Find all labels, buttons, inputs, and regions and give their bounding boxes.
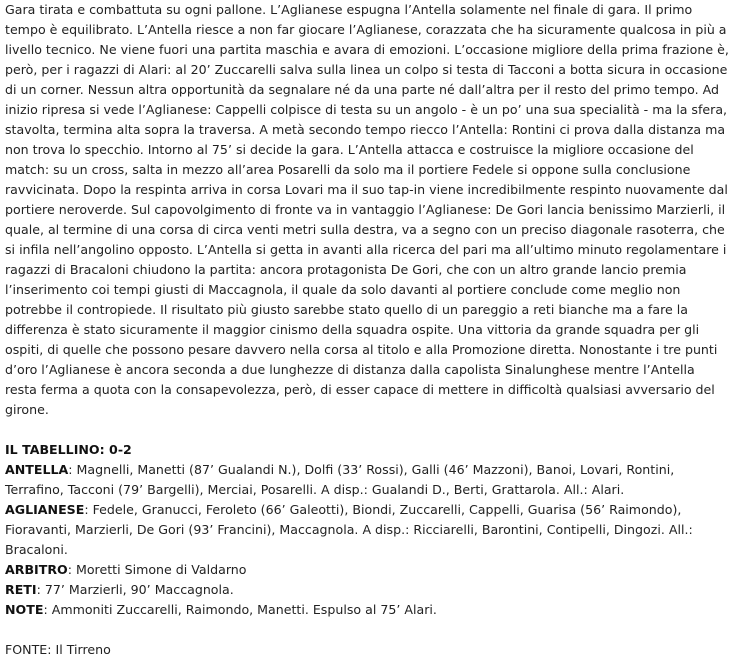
reti-value: : 77’ Marzierli, 90’ Maccagnola. (36, 582, 234, 597)
antella-label: ANTELLA (5, 462, 69, 477)
note-value: : Ammoniti Zuccarelli, Raimondo, Manetti. Espulso al 75’ Alari. (43, 602, 437, 617)
spacer (5, 620, 729, 640)
note-line (5, 600, 729, 620)
antella-lineup (5, 460, 729, 500)
source-line: FONTE: Il Tirreno (5, 642, 111, 657)
reti-label: RETI (5, 582, 37, 597)
arbitro-value: : Moretti Simone di Valdarno (67, 562, 247, 577)
aglianese-label: AGLIANESE (5, 502, 85, 517)
tabellino-heading (5, 440, 729, 460)
spacer (5, 420, 729, 440)
article (5, 0, 729, 660)
aglianese-players: : Fedele, Granucci, Feroleto (66’ Galeotti), Biondi, Zuccarelli, Cappelli, Guarisa (56’ Raimondo), Fioravanti, Marzierli, De Gori (93’ Francini), Maccagnola. A disp.: Ricciarelli, Barontini, Contipelli, Dingozi. All.: Bracaloni. (5, 502, 693, 557)
note-label: NOTE (5, 602, 44, 617)
aglianese-lineup (5, 500, 729, 560)
tabellino-heading-text: IL TABELLINO: 0-2 (5, 442, 132, 457)
arbitro-line (5, 560, 729, 580)
antella-players: : Magnelli, Manetti (87’ Gualandi N.), Dolfi (33’ Rossi), Galli (46’ Mazzoni), Banoi, Lovari, Rontini, Terrafino, Tacconi (79’ Bargelli), Merciai, Posarelli. A disp.: Gualandi D., Berti, Grattarola. All.: Alari. (5, 462, 675, 497)
article-body: Gara tirata e combattuta su ogni pallone. L’Aglianese espugna l’Antella solamente nel finale di gara. Il primo tempo è equilibrato. L’Antella riesce a non far giocare l’Aglianese, corazzata che ha sicuramente qualcosa in più a livello tecnico. Ne viene fuori una partita maschia e avara di emozioni. L’occasione migliore della prima frazione è, però, per i ragazzi di Alari: al 20’ Zuccarelli salva sulla linea un colpo si testa di Tacconi a botta sicura in occasione di un corner. Nessun altra opportunità da segnalare né da una parte né dall’altra per il resto del primo tempo. Ad inizio ripresa si vede l’Aglianese: Cappelli colpisce di testa su un angolo - è un po’ una sua specialità - ma la sfera, stavolta, termina alta sopra la traversa. A metà secondo tempo riecco l’Antella: Rontini ci prova dalla distanza ma non trova lo specchio. Intorno al 75’ si decide la gara. L’Antella attacca e costruisce la migliore occasione del match: su un cross, salta in mezzo all’area Posarelli da solo ma il portiere Fedele si oppone sulla conclusione ravvicinata. Dopo la respinta arriva in corsa Lovari ma il suo tap-in viene incredibilmente respinto nuovamente dal portiere neroverde. Sul capovolgimento di fronte va in vantaggio l’Aglianese: De Gori lancia benissimo Marzierli, il quale, al termine di una corsa di circa venti metri sulla destra, va a segno con un preciso diagonale rasoterra, che si infila nell’angolino opposto. L’Antella si getta in avanti alla ricerca del pari ma all’ultimo minuto regolamentare i ragazzi di Bracaloni chiudono la partita: ancora protagonista De Gori, che con un altro grande lancio premia l’inserimento coi tempi giusti di Maccagnola, il quale da solo davanti al portiere conclude come meglio non potrebbe il contropiede. Il risultato più giusto sarebbe stato quello di un pareggio a reti bianche ma a fare la differenza è stato sicuramente il maggior cinismo della squadra ospite. Una vittoria da grande squadra per gli ospiti, di quelle che possono pesare davvero nella corsa al titolo e alla Promozione diretta. Nonostante i tre punti d’oro l’Aglianese è ancora seconda a due lunghezze di distanza dalla capolista Sinalunghese mentre l’Antella resta ferma a quota con la consapevolezza, però, di esser capace di mettere in difficoltà qualsiasi avversario del girone. (5, 2, 729, 417)
arbitro-label: ARBITRO (5, 562, 68, 577)
reti-line (5, 580, 729, 600)
